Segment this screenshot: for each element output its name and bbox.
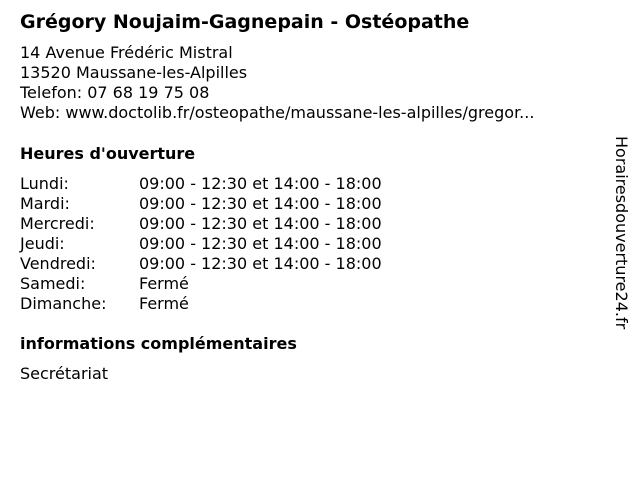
contact-block (20, 43, 534, 123)
day-label: Vendredi: (20, 254, 96, 273)
day-hours: 09:00 - 12:30 et 14:00 - 18:00 (139, 194, 382, 213)
day-hours: Fermé (139, 294, 189, 313)
city-address: 13520 Maussane-les-Alpilles (20, 63, 248, 82)
page-title: Grégory Noujaim-Gagnepain - Ostéopathe (20, 11, 470, 33)
day-label: Dimanche: (20, 294, 107, 313)
day-hours: Fermé (139, 274, 189, 293)
day-label: Mercredi: (20, 214, 95, 233)
day-hours: 09:00 - 12:30 et 14:00 - 18:00 (139, 254, 382, 273)
day-label: Jeudi: (20, 234, 65, 253)
day-hours: 09:00 - 12:30 et 14:00 - 18:00 (139, 174, 382, 193)
additional-info-text: Secrétariat (20, 364, 109, 383)
phone-number: Telefon: 07 68 19 75 08 (20, 83, 210, 102)
day-label: Mardi: (20, 194, 70, 213)
day-label: Samedi: (20, 274, 86, 293)
street-address: 14 Avenue Frédéric Mistral (20, 43, 233, 62)
day-label: Lundi: (20, 174, 69, 193)
day-hours: 09:00 - 12:30 et 14:00 - 18:00 (139, 234, 382, 253)
website-link[interactable]: Web: www.doctolib.fr/osteopathe/maussane-les-alpilles/gregor... (20, 103, 535, 122)
day-hours: 09:00 - 12:30 et 14:00 - 18:00 (139, 214, 382, 233)
opening-hours-heading: Heures d'ouverture (20, 144, 196, 163)
site-watermark: Horairesdouverture24.fr (612, 136, 631, 330)
additional-info-heading: informations complémentaires (20, 334, 297, 353)
